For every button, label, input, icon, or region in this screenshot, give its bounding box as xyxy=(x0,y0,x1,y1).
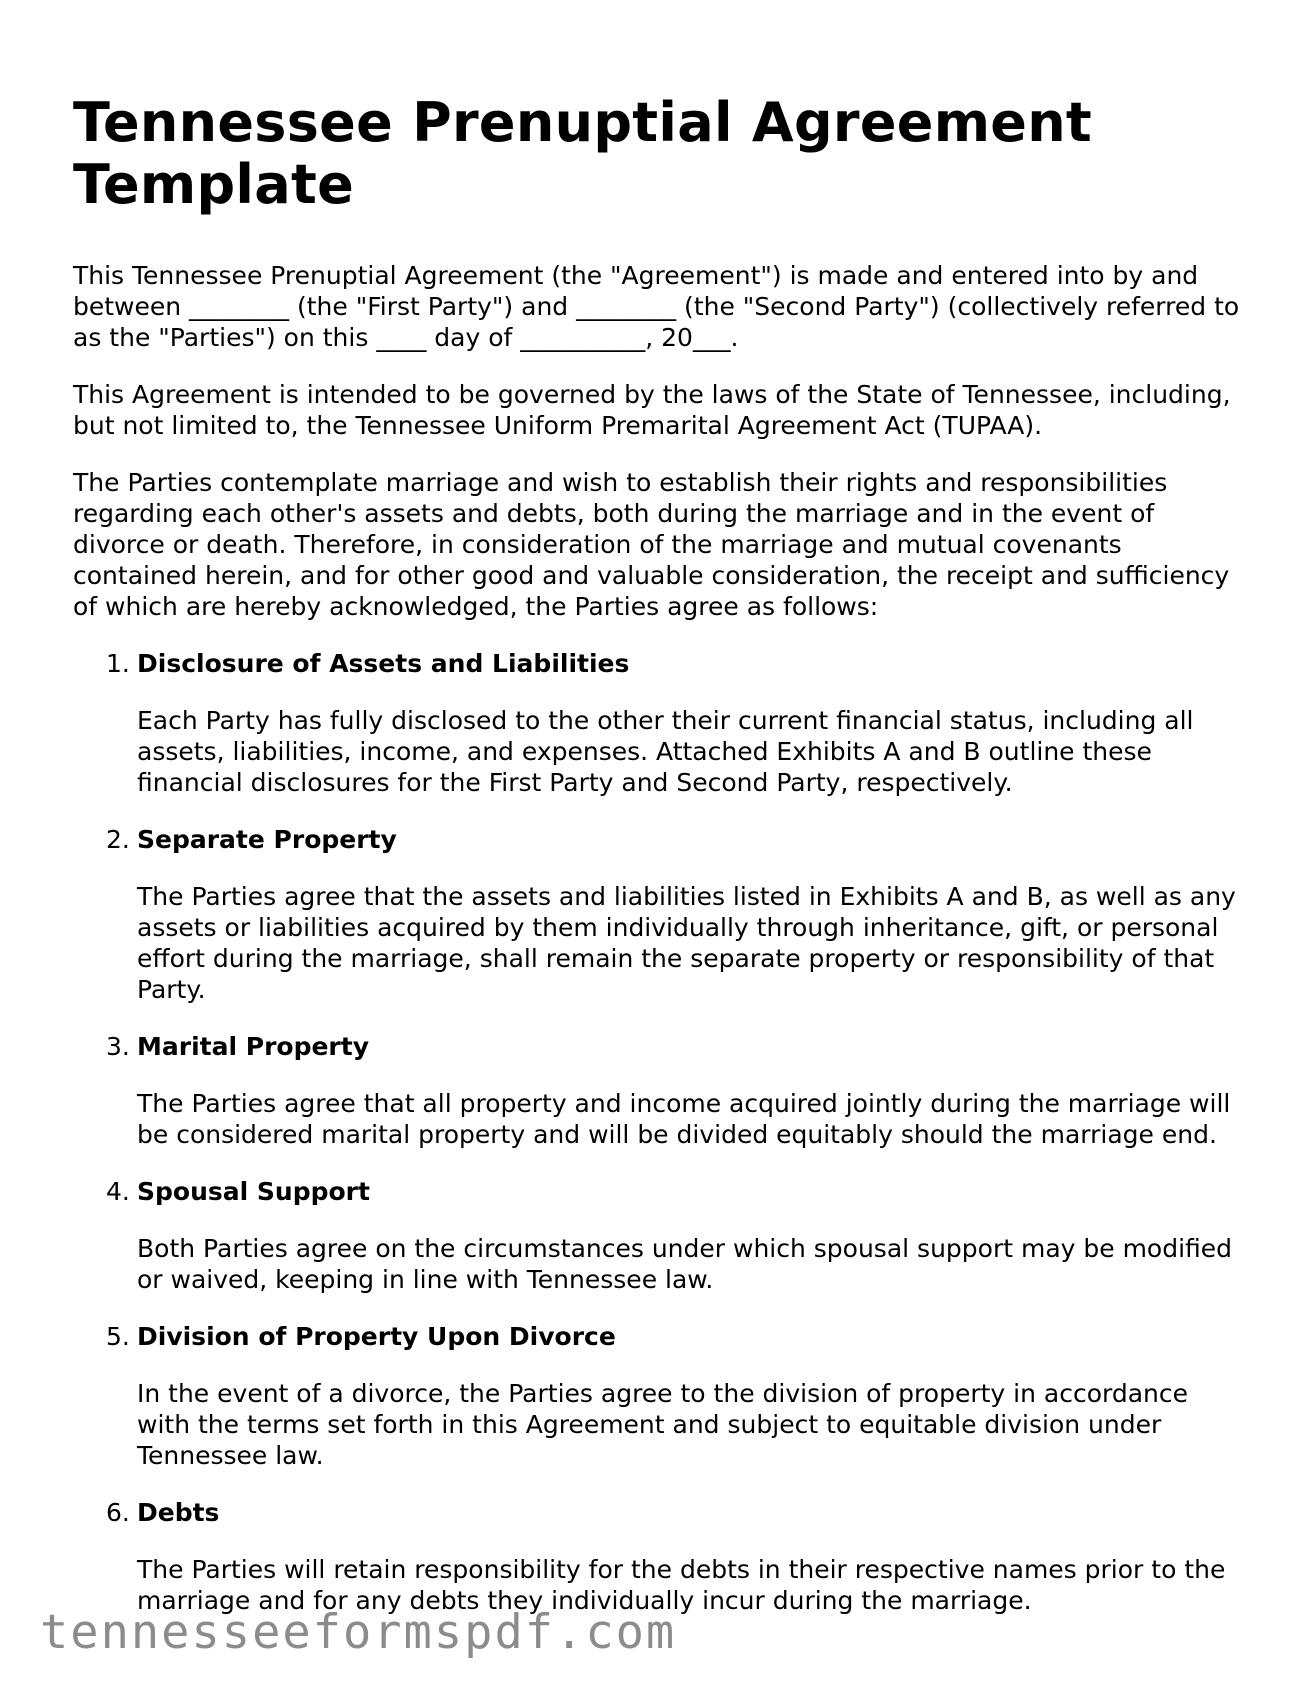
section-body: Each Party has fully disclosed to the other their current financial status, including all assets, liabilities, income, and expenses. Attached Exhibits A and B outline these financial disclosures for the First Party and Second Party, respectively. xyxy=(137,706,1194,797)
section-title: Spousal Support xyxy=(137,1177,370,1206)
section-title: Marital Property xyxy=(137,1032,369,1061)
section-number: 6. xyxy=(106,1498,130,1527)
section-number: 4. xyxy=(106,1177,130,1206)
document-page xyxy=(73,92,1243,1642)
section-body: The Parties agree that all property and income acquired jointly during the marriage will be considered marital property and will be divided equitably should the marriage end. xyxy=(137,1089,1231,1149)
section-title: Debts xyxy=(137,1498,220,1527)
section-item xyxy=(73,648,1243,798)
section-number: 1. xyxy=(106,649,130,678)
section-number: 5. xyxy=(106,1322,130,1351)
section-item xyxy=(73,1497,1243,1616)
document-title: Tennessee Prenuptial Agreement Template xyxy=(73,91,1093,216)
section-body: The Parties will retain responsibility for the debts in their respective names prior to the marriage and for any debts they individually incur during the marriage. xyxy=(137,1555,1226,1615)
section-body: In the event of a divorce, the Parties agree to the division of property in accordance with the terms set forth in this Agreement and subject to equitable division under Tennessee law. xyxy=(137,1379,1188,1470)
section-item xyxy=(73,1176,1243,1295)
section-body: Both Parties agree on the circumstances under which spousal support may be modified or waived, keeping in line with Tennessee law. xyxy=(137,1234,1233,1294)
sections-list xyxy=(73,648,1243,1616)
section-item xyxy=(73,1031,1243,1150)
section-title: Disclosure of Assets and Liabilities xyxy=(137,649,630,678)
section-number: 2. xyxy=(106,825,130,854)
governing-law-paragraph: This Agreement is intended to be governed by the laws of the State of Tennessee, including, but not limited to, the Tennessee Uniform Premarital Agreement Act (TUPAA). xyxy=(73,380,1231,440)
site-watermark: tennesseeformspdf.com xyxy=(40,1605,677,1660)
section-title: Separate Property xyxy=(137,825,397,854)
intro-paragraph: This Tennessee Prenuptial Agreement (the "Agreement") is made and entered into by and between ________ (the "First Party") and ________ (the "Second Party") (collectively referred to as the "Parties") on this ____ day of __________, 20___. xyxy=(73,261,1240,352)
section-item xyxy=(73,1321,1243,1471)
recitals-paragraph: The Parties contemplate marriage and wish to establish their rights and responsibilities regarding each other's assets and debts, both during the marriage and in the event of divorce or death. Therefore, in consideration of the marriage and mutual covenants contained herein, and for other good and valuable consideration, the receipt and sufficiency of which are hereby acknowledged, the Parties agree as follows: xyxy=(73,468,1230,621)
section-body: The Parties agree that the assets and liabilities listed in Exhibits A and B, as well as any assets or liabilities acquired by them individually through inheritance, gift, or personal effort during the marriage, shall remain the separate property or responsibility of that Party. xyxy=(137,882,1236,1004)
section-number: 3. xyxy=(106,1032,130,1061)
section-item xyxy=(73,824,1243,1005)
section-title: Division of Property Upon Divorce xyxy=(137,1322,616,1351)
